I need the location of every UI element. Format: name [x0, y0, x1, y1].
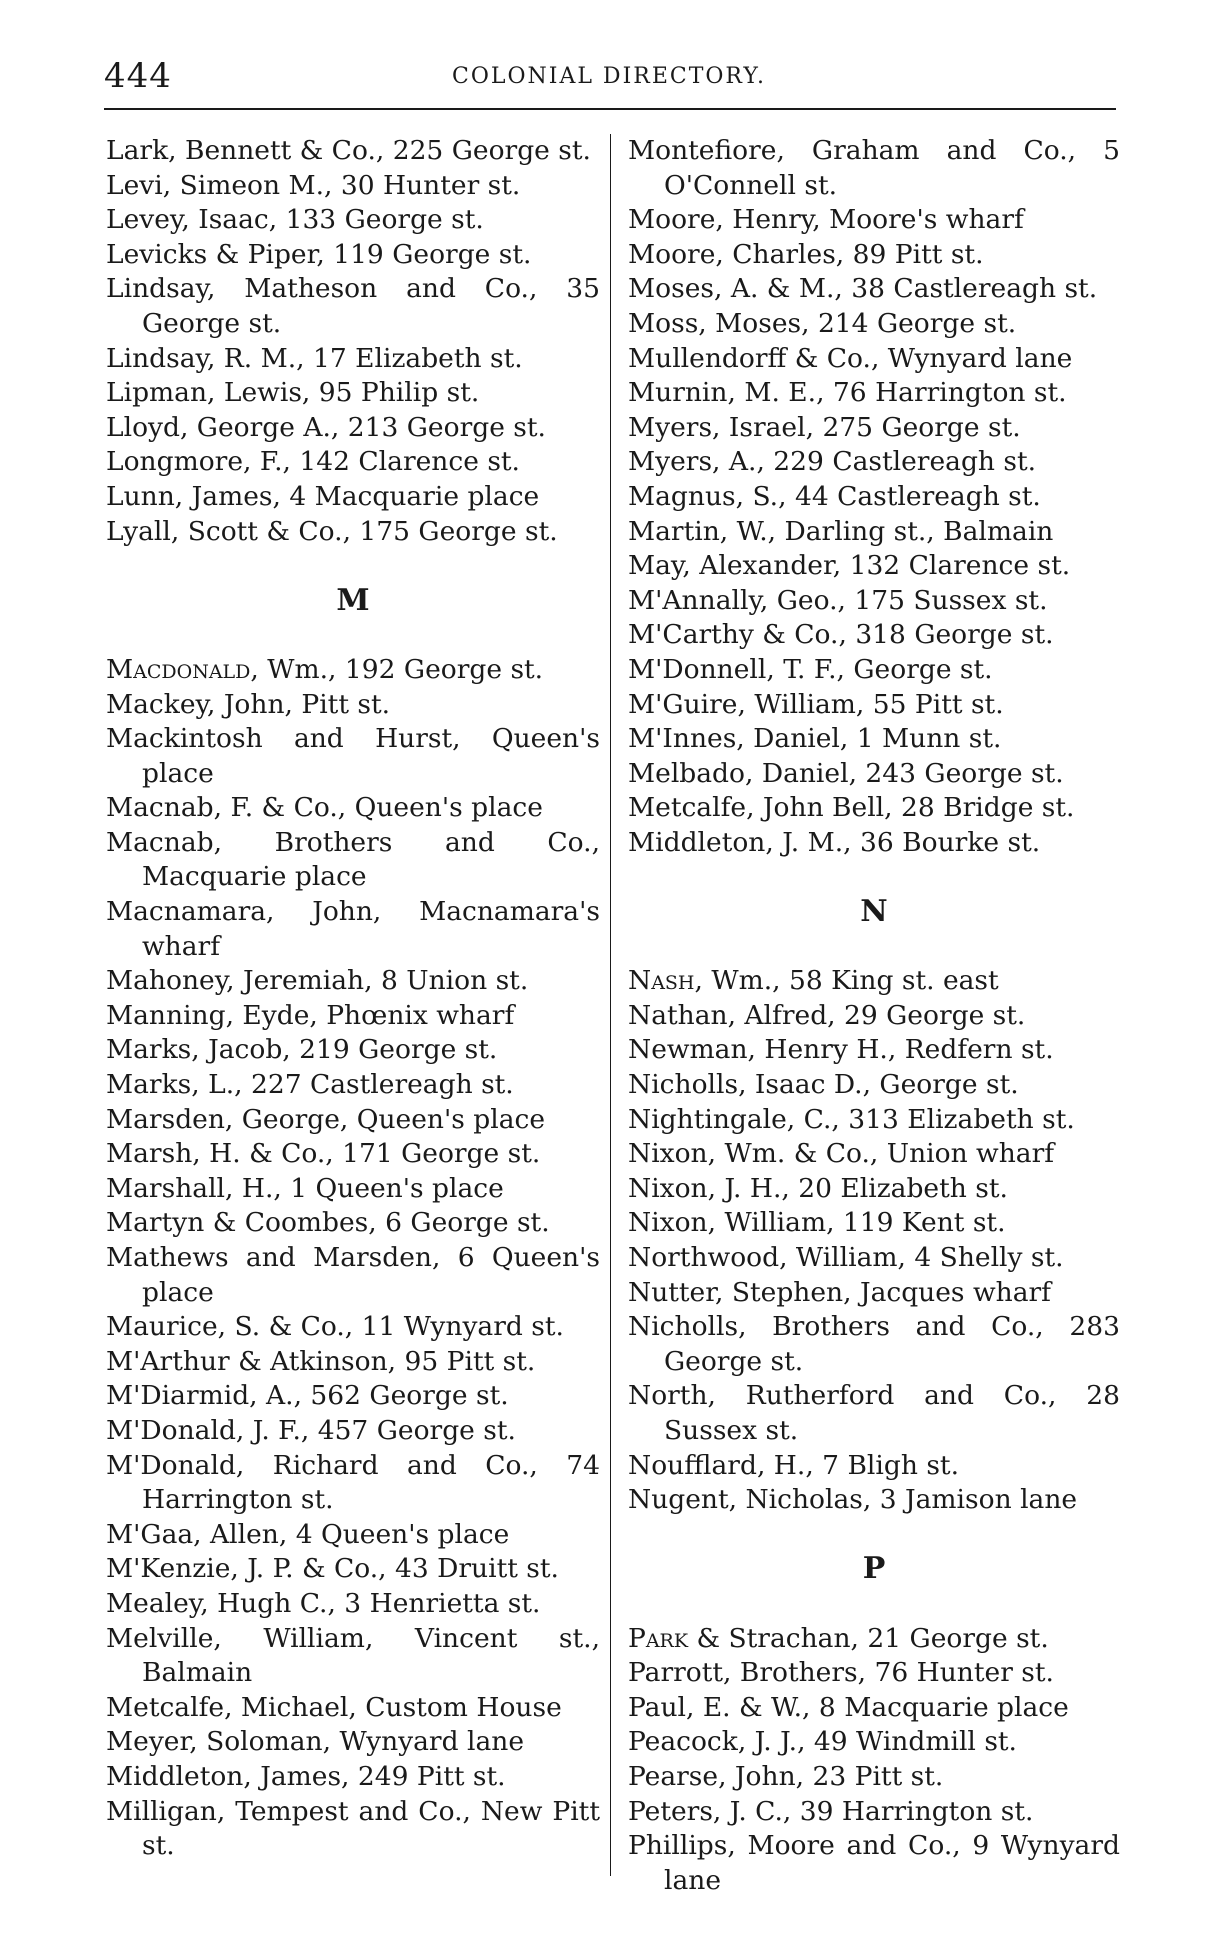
directory-entry: Marshall, H., 1 Queen's place	[106, 1172, 504, 1204]
directory-entry: Moses, A. & M., 38 Castlereagh st.	[628, 273, 1098, 305]
directory-entry: Moss, Moses, 214 George st.	[628, 307, 1017, 339]
directory-entry: Newman, Henry H., Redfern st.	[628, 1034, 1054, 1066]
directory-entry: Nugent, Nicholas, 3 Jamison lane	[628, 1484, 1078, 1516]
directory-entry: M'Carthy & Co., 318 George st.	[628, 619, 1054, 651]
directory-entry: Lindsay, Matheson and Co., 35 George st.	[106, 273, 600, 339]
directory-entry: Peacock, J. J., 49 Windmill st.	[628, 1726, 1017, 1758]
directory-entry: Middleton, J. M., 36 Bourke st.	[628, 826, 1041, 858]
right-column	[628, 134, 1120, 1898]
directory-entry: Martin, W., Darling st., Balmain	[628, 515, 1054, 547]
directory-entry: Nixon, J. H., 20 Elizabeth st.	[628, 1172, 1008, 1204]
directory-entry: M'Guire, William, 55 Pitt st.	[628, 688, 1004, 720]
directory-entry: M'Diarmid, A., 562 George st.	[106, 1380, 509, 1412]
directory-entry: Parrott, Brothers, 76 Hunter st.	[628, 1657, 1054, 1689]
running-title: COLONIAL DIRECTORY.	[451, 64, 766, 89]
directory-entry: Lark, Bennett & Co., 225 George st.	[106, 135, 591, 166]
entry-surname: Macdonald	[106, 653, 251, 685]
directory-entry: Murnin, M. E., 76 Harrington st.	[628, 377, 1067, 409]
directory-entry: Moore, Henry, Moore's wharf	[628, 204, 1024, 236]
directory-entry: Montefiore, Graham and Co., 5 O'Connell st.	[628, 135, 1120, 201]
directory-entry: Mahoney, Jeremiah, 8 Union st.	[106, 965, 529, 997]
directory-entry: Marsh, H. & Co., 171 George st.	[106, 1138, 541, 1170]
entry-surname: Park	[628, 1622, 689, 1654]
directory-entry: Myers, A., 229 Castlereagh st.	[628, 446, 1037, 478]
directory-entry: Martyn & Coombes, 6 George st.	[106, 1207, 550, 1239]
directory-entry: Melbado, Daniel, 243 George st.	[628, 757, 1064, 789]
directory-entry	[106, 653, 600, 688]
section-heading-p: P	[862, 1551, 886, 1587]
directory-entry: Metcalfe, Michael, Custom House	[106, 1691, 562, 1723]
directory-entry: Meyer, Soloman, Wynyard lane	[106, 1726, 524, 1758]
directory-entry: Mealey, Hugh C., 3 Henrietta st.	[106, 1587, 541, 1619]
directory-entry: Marks, L., 227 Castlereagh st.	[106, 1069, 514, 1101]
directory-entry: M'Innes, Daniel, 1 Munn st.	[628, 723, 1002, 755]
directory-entry: Marsden, George, Queen's place	[106, 1103, 546, 1135]
directory-entry: May, Alexander, 132 Clarence st.	[628, 550, 1071, 582]
directory-entry: Myers, Israel, 275 George st.	[628, 411, 1021, 443]
directory-entry: Lunn, James, 4 Macquarie place	[106, 480, 540, 512]
directory-entry: Manning, Eyde, Phœnix wharf	[106, 999, 515, 1031]
directory-entry: Levi, Simeon M., 30 Hunter st.	[106, 169, 521, 201]
directory-entry: M'Annally, Geo., 175 Sussex st.	[628, 584, 1048, 616]
page-number: 444	[104, 56, 172, 96]
directory-entry: Northwood, William, 4 Shelly st.	[628, 1242, 1064, 1273]
directory-entry: Lyall, Scott & Co., 175 George st.	[106, 515, 558, 547]
directory-entry: Moore, Charles, 89 Pitt st.	[628, 238, 984, 270]
directory-entry	[628, 964, 1120, 999]
entry-rest: & Strachan, 21 George st.	[688, 1622, 1049, 1654]
directory-entry: Macnamara, John, Macnamara's wharf	[106, 896, 600, 962]
directory-entry: Mackintosh and Hurst, Queen's place	[106, 723, 600, 789]
directory-entry: Levicks & Piper, 119 George st.	[106, 238, 532, 270]
directory-entry: Magnus, S., 44 Castlereagh st.	[628, 480, 1041, 512]
directory-entry: Longmore, F., 142 Clarence st.	[106, 446, 520, 478]
directory-entry: North, Rutherford and Co., 28 Sussex st.	[628, 1380, 1120, 1446]
directory-entry: Nightingale, C., 313 Elizabeth st.	[628, 1103, 1075, 1135]
directory-entry: Mackey, John, Pitt st.	[106, 688, 391, 720]
directory-entry: Nixon, William, 119 Kent st.	[628, 1207, 1006, 1239]
directory-entry: Paul, E. & W., 8 Macquarie place	[628, 1691, 1069, 1723]
directory-entry: Lloyd, George A., 213 George st.	[106, 411, 546, 443]
directory-entry: Noufflard, H., 7 Bligh st.	[628, 1449, 960, 1481]
directory-entry: M'Kenzie, J. P. & Co., 43 Druitt st.	[106, 1553, 559, 1585]
directory-entry: Nicholls, Brothers and Co., 283 George st.	[628, 1311, 1120, 1377]
directory-entry: Melville, William, Vincent st., Balmain	[106, 1622, 600, 1689]
directory-entry: Milligan, Tempest and Co., New Pitt st.	[106, 1795, 600, 1862]
directory-entry: Phillips, Moore and Co., 9 Wynyard lane	[628, 1830, 1120, 1896]
entry-surname: Nash	[628, 965, 695, 997]
directory-entry: Levey, Isaac, 133 George st.	[106, 204, 484, 236]
directory-entry: Pearse, John, 23 Pitt st.	[628, 1760, 944, 1792]
entries-m-block	[106, 688, 600, 1864]
header-rule	[104, 108, 1116, 110]
directory-entry: Nutter, Stephen, Jacques wharf	[628, 1276, 1051, 1308]
entry-rest: , Wm., 192 George st.	[250, 653, 544, 685]
section-heading-m: M	[336, 582, 370, 618]
entries-n-block	[628, 999, 1120, 1518]
directory-entry: Nixon, Wm. & Co., Union wharf	[628, 1138, 1055, 1170]
entries-m-continued-block	[628, 134, 1120, 860]
directory-entry: M'Arthur & Atkinson, 95 Pitt st.	[106, 1345, 536, 1377]
directory-entry: Middleton, James, 249 Pitt st.	[106, 1760, 506, 1792]
directory-entry: Nathan, Alfred, 29 George st.	[628, 999, 1026, 1031]
directory-entry: Mathews and Marsden, 6 Queen's place	[106, 1242, 600, 1308]
directory-entry: Peters, J. C., 39 Harrington st.	[628, 1795, 1034, 1827]
directory-entry: Nicholls, Isaac D., George st.	[628, 1069, 1019, 1101]
entries-p-block	[628, 1656, 1120, 1898]
directory-entry: Marks, Jacob, 219 George st.	[106, 1034, 498, 1066]
directory-entry: M'Donald, J. F., 457 George st.	[106, 1414, 516, 1446]
page-header	[104, 56, 1114, 106]
entries-l-block	[106, 134, 600, 549]
directory-entry: Macnab, F. & Co., Queen's place	[106, 792, 543, 824]
directory-entry: Lindsay, R. M., 17 Elizabeth st.	[106, 342, 523, 374]
directory-entry: Macnab, Brothers and Co., Macquarie place	[106, 826, 600, 893]
directory-entry: Lipman, Lewis, 95 Philip st.	[106, 377, 480, 409]
column-separator	[610, 134, 611, 1876]
directory-entry: M'Donnell, T. F., George st.	[628, 653, 993, 685]
directory-entry: Maurice, S. & Co., 11 Wynyard st.	[106, 1311, 564, 1343]
left-column	[106, 134, 600, 1864]
section-heading-n: N	[860, 894, 888, 930]
directory-entry: Mullendorff & Co., Wynyard lane	[628, 342, 1073, 374]
directory-entry: M'Gaa, Allen, 4 Queen's place	[106, 1518, 510, 1550]
directory-entry	[628, 1622, 1120, 1657]
entry-rest: , Wm., 58 King st. east	[694, 965, 999, 997]
directory-entry: Metcalfe, John Bell, 28 Bridge st.	[628, 792, 1075, 824]
directory-entry: M'Donald, Richard and Co., 74 Harrington st.	[106, 1449, 600, 1516]
